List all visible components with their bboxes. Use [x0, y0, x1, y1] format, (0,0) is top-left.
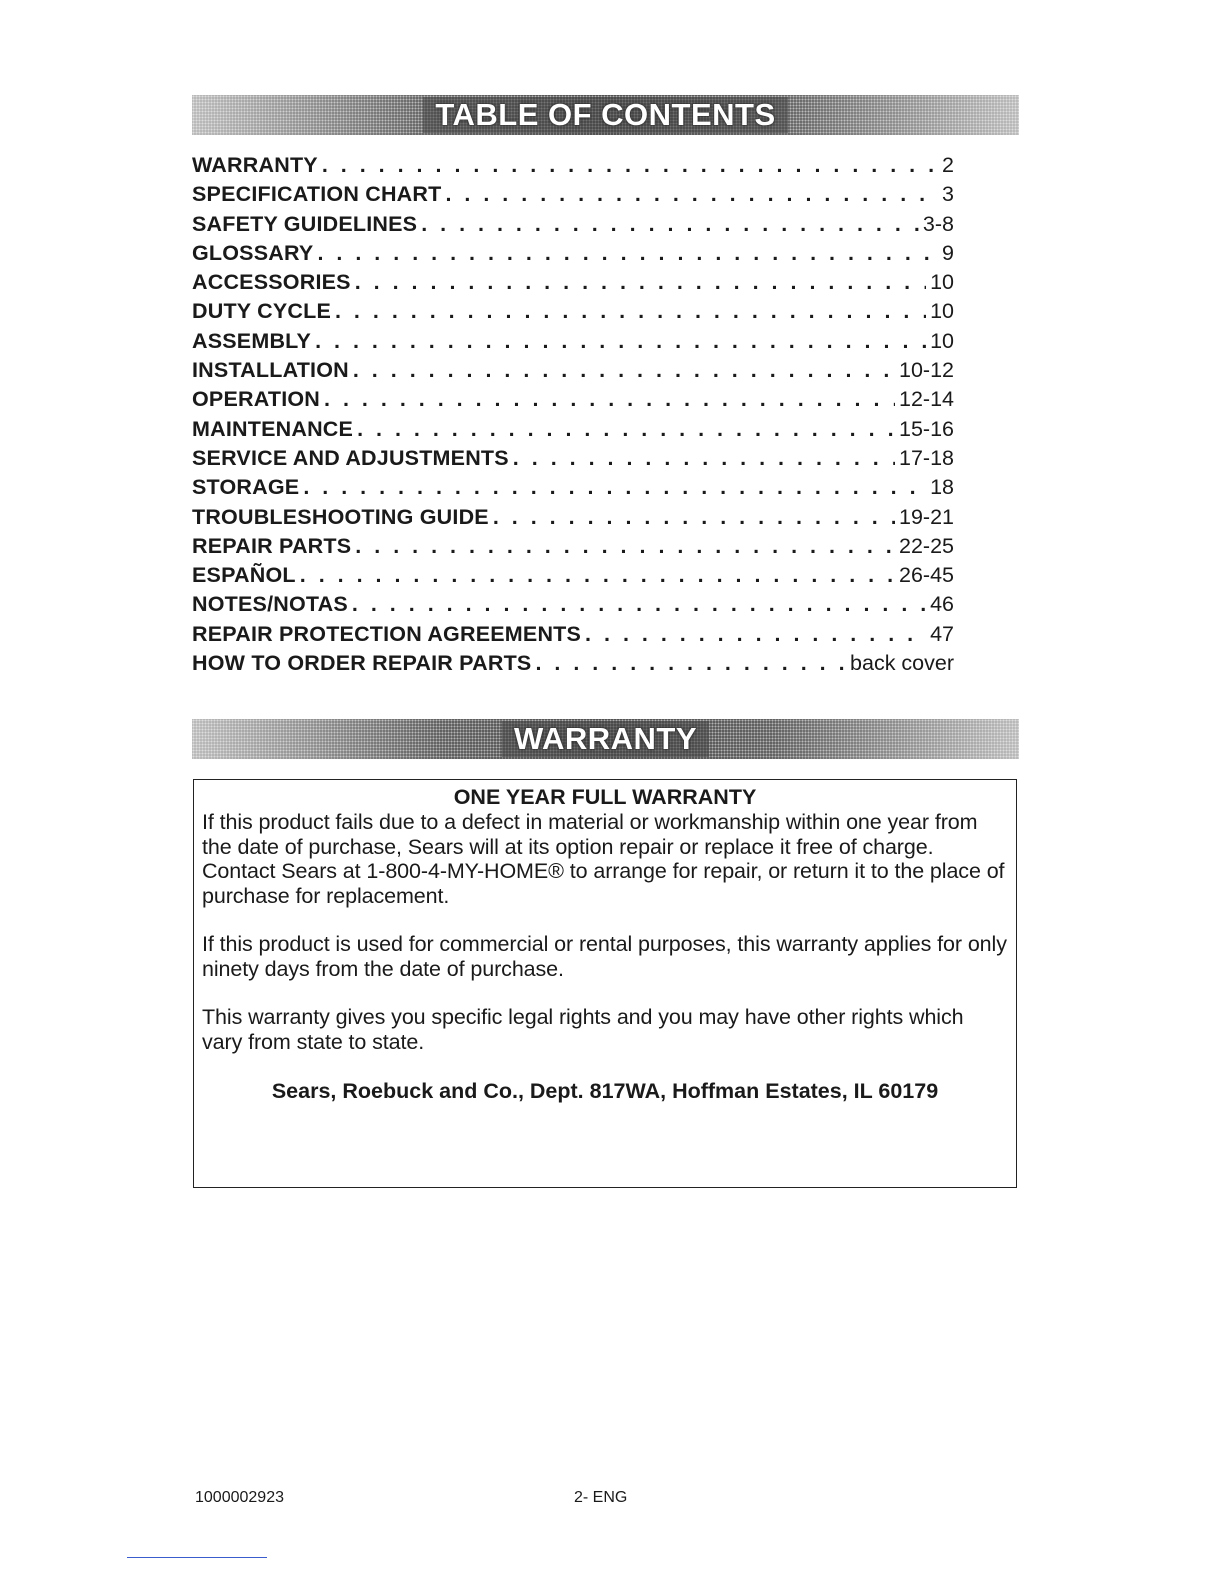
toc-entry-maintenance[interactable] [192, 415, 954, 444]
toc-entry-page: 47 [930, 621, 954, 646]
toc-leader-dots [335, 297, 926, 326]
toc-leader-dots [353, 356, 895, 385]
toc-entry-page: 46 [930, 592, 954, 617]
toc-entry-label: REPAIR PARTS [192, 533, 352, 558]
toc-entry-label: ASSEMBLY [192, 328, 312, 353]
toc-entry-label: REPAIR PROTECTION AGREEMENTS [192, 621, 582, 646]
toc-entry-assembly[interactable] [192, 327, 954, 356]
warranty-heading: ONE YEAR FULL WARRANTY [453, 785, 757, 809]
toc-entry-accessories[interactable] [192, 268, 954, 297]
toc-leader-dots [513, 444, 895, 473]
toc-entry-page: 22-25 [899, 533, 954, 558]
toc-entry-label: DUTY CYCLE [192, 299, 331, 324]
toc-leader-dots [585, 620, 926, 649]
warranty-paragraph: If this product fails due to a defect in material or workmanship within one year from the date of purchase, Sears will at its option repair or replace it free of charge. Contact Sears at 1-800-4-MY-HOME® to arrange for repair, or return it to the place of purchase for replacement. [202, 810, 1005, 908]
toc-entry-label: MAINTENANCE [192, 416, 354, 441]
warranty-paragraph: If this product is used for commercial or rental purposes, this warranty applies for only ninety days from the date of purchase. [202, 932, 1007, 981]
toc-entry-duty-cycle[interactable] [192, 297, 954, 326]
toc-entry-page: 17-18 [899, 445, 954, 470]
toc-entry-label: ACCESSORIES [192, 270, 351, 295]
toc-entry-glossary[interactable] [192, 239, 954, 268]
toc-entry-repair-parts[interactable] [192, 532, 954, 561]
toc-entry-page: 10 [930, 270, 954, 295]
toc-leader-dots [493, 503, 895, 532]
toc-entry-specification-chart[interactable] [192, 180, 954, 209]
toc-entry-troubleshooting-guide[interactable] [192, 503, 954, 532]
toc-entry-label: TROUBLESHOOTING GUIDE [192, 504, 489, 529]
toc-entry-label: GLOSSARY [192, 240, 314, 265]
toc-entry-label: INSTALLATION [192, 358, 349, 383]
toc-entry-installation[interactable] [192, 356, 954, 385]
toc-entry-storage[interactable] [192, 473, 954, 502]
toc-leader-dots [317, 239, 938, 268]
document-code: 1000002923 [195, 1489, 284, 1506]
toc-entry-service-and-adjustments[interactable] [192, 444, 954, 473]
toc-leader-dots [445, 180, 938, 209]
toc-entry-safety-guidelines[interactable] [192, 210, 954, 239]
toc-entry-espanol[interactable] [192, 561, 954, 590]
toc-entry-label: HOW TO ORDER REPAIR PARTS [192, 651, 532, 676]
toc-entry-label: SERVICE AND ADJUSTMENTS [192, 445, 509, 470]
toc-entry-page: 10 [930, 328, 954, 353]
toc-entry-repair-protection-agreements[interactable] [192, 620, 954, 649]
toc-leader-dots [357, 415, 895, 444]
toc-entry-operation[interactable] [192, 385, 954, 414]
warranty-banner [192, 719, 1019, 759]
toc-entry-label: OPERATION [192, 387, 321, 412]
toc-entry-page: 9 [942, 240, 954, 265]
toc-entry-page: 26-45 [899, 563, 954, 588]
toc-entry-label: ESPAÑOL [192, 563, 296, 588]
warranty-address: Sears, Roebuck and Co., Dept. 817WA, Hoffman Estates, IL 60179 [271, 1079, 939, 1103]
toc-leader-dots [315, 327, 926, 356]
toc-entry-label: WARRANTY [192, 153, 318, 177]
toc-leader-dots [352, 590, 926, 619]
toc-entry-label: SAFETY GUIDELINES [192, 211, 418, 236]
toc-list [192, 151, 954, 678]
toc-leader-dots [421, 210, 919, 239]
toc-entry-page: 10-12 [899, 358, 954, 383]
toc-leader-dots [355, 268, 926, 297]
toc-leader-dots [322, 151, 938, 180]
warranty-box [193, 779, 1017, 1188]
toc-entry-page: 12-14 [899, 387, 954, 412]
toc-leader-dots [303, 473, 926, 502]
toc-entry-label: STORAGE [192, 475, 300, 500]
toc-leader-dots [300, 561, 895, 590]
toc-title: TABLE OF CONTENTS [423, 97, 787, 133]
warranty-title: WARRANTY [502, 721, 709, 757]
toc-entry-page: 19-21 [899, 504, 954, 529]
toc-entry-notes-notas[interactable] [192, 590, 954, 619]
toc-banner [192, 95, 1019, 135]
page-number: 2- ENG [574, 1489, 628, 1506]
bottom-rule [127, 1557, 267, 1558]
toc-entry-label: NOTES/NOTAS [192, 592, 348, 617]
toc-entry-page: 3 [942, 182, 954, 207]
toc-entry-how-to-order-repair-parts[interactable] [192, 649, 954, 678]
warranty-paragraph: This warranty gives you specific legal rights and you may have other rights which vary from state to state. [202, 1005, 964, 1054]
toc-leader-dots [535, 649, 846, 678]
toc-entry-page: 15-16 [899, 416, 954, 441]
toc-entry-label: SPECIFICATION CHART [192, 182, 442, 207]
toc-entry-page: back cover [850, 651, 954, 676]
toc-leader-dots [355, 532, 895, 561]
toc-entry-page: 18 [930, 475, 954, 500]
toc-entry-warranty[interactable] [192, 151, 954, 180]
toc-entry-page: 10 [930, 299, 954, 324]
toc-entry-page: 2 [942, 153, 954, 177]
toc-entry-page: 3-8 [922, 211, 954, 236]
toc-leader-dots [324, 385, 895, 414]
